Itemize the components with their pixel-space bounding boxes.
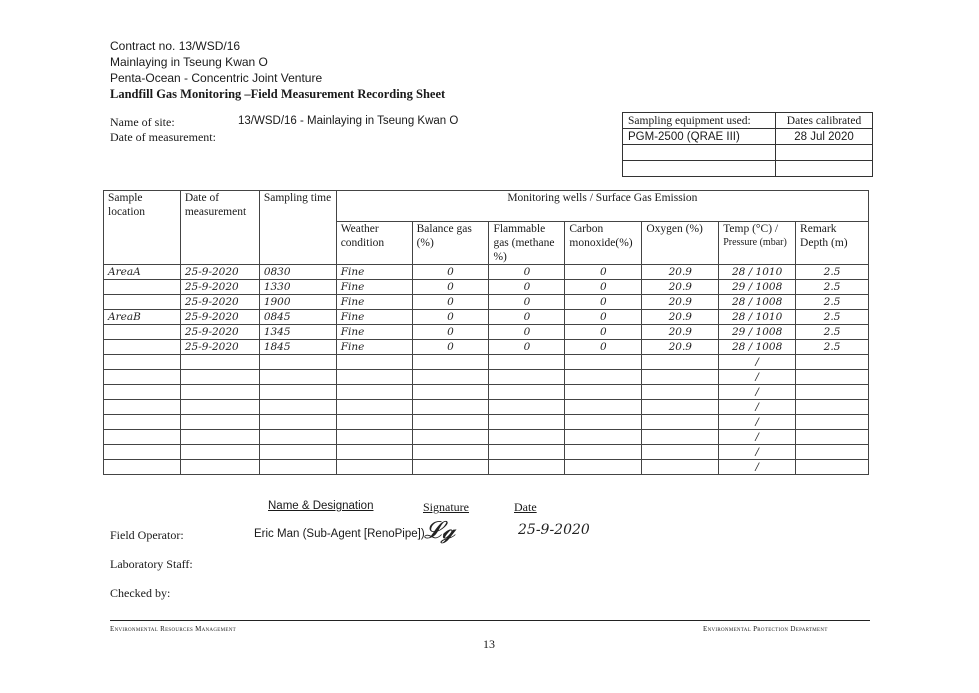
- cell-date: [180, 430, 259, 445]
- field-operator-name: Eric Man (Sub-Agent [RenoPipe]): [254, 528, 425, 540]
- table-row: [104, 415, 869, 430]
- cell-depth: [796, 355, 869, 370]
- header-balance-gas: Balance gas (%): [412, 222, 489, 265]
- cell-temp-pressure: /: [719, 355, 796, 370]
- name-designation-heading: Name & Designation: [268, 500, 374, 512]
- footer-divider: [110, 620, 870, 621]
- measurement-rows: [104, 265, 869, 475]
- cell-date: 25-9-2020: [180, 325, 259, 340]
- project-name: Mainlaying in Tseung Kwan O: [110, 55, 268, 69]
- contract-number: Contract no. 13/WSD/16: [110, 39, 241, 53]
- cell-balance-gas: [412, 370, 489, 385]
- header-pressure: Pressure (mbar): [723, 237, 787, 248]
- cell-carbon-monoxide: 0: [565, 295, 642, 310]
- cell-temp-pressure: 28 / 1010: [719, 310, 796, 325]
- site-name-value: 13/WSD/16 - Mainlaying in Tseung Kwan O: [238, 115, 459, 127]
- cell-depth: [796, 370, 869, 385]
- cell-carbon-monoxide: [565, 370, 642, 385]
- cell-location: [104, 355, 181, 370]
- cell-time: 1345: [259, 325, 336, 340]
- laboratory-staff-label: Laboratory Staff:: [110, 557, 193, 571]
- cell-balance-gas: 0: [412, 265, 489, 280]
- cell-weather: [336, 385, 412, 400]
- header-date: Date of measurement: [180, 191, 259, 265]
- table-row: [104, 445, 869, 460]
- cell-location: [104, 295, 181, 310]
- date-heading: Date: [514, 500, 537, 514]
- field-operator-date: 25-9-2020: [518, 522, 590, 538]
- cell-time: 0845: [259, 310, 336, 325]
- cell-time: 1330: [259, 280, 336, 295]
- cell-carbon-monoxide: 0: [565, 280, 642, 295]
- cell-oxygen: [642, 400, 719, 415]
- table-row: [104, 340, 869, 355]
- cell-oxygen: [642, 415, 719, 430]
- cell-time: [259, 400, 336, 415]
- cell-time: [259, 430, 336, 445]
- header-temp-pressure: [719, 222, 796, 265]
- cell-time: [259, 415, 336, 430]
- cell-location: AreaB: [104, 310, 181, 325]
- cell-carbon-monoxide: [565, 430, 642, 445]
- cell-balance-gas: [412, 460, 489, 475]
- cell-carbon-monoxide: [565, 415, 642, 430]
- table-row: [104, 265, 869, 280]
- field-operator-label: Field Operator:: [110, 528, 184, 542]
- cell-flammable-gas: [489, 400, 565, 415]
- cell-carbon-monoxide: [565, 400, 642, 415]
- document-header: [110, 38, 445, 102]
- cell-date: 25-9-2020: [180, 340, 259, 355]
- cell-depth: [796, 460, 869, 475]
- cell-date: [180, 400, 259, 415]
- cell-balance-gas: 0: [412, 340, 489, 355]
- cell-weather: Fine: [336, 340, 412, 355]
- cell-location: [104, 445, 181, 460]
- table-row: [104, 385, 869, 400]
- cell-date: 25-9-2020: [180, 310, 259, 325]
- cell-temp-pressure: /: [719, 445, 796, 460]
- cell-depth: 2.5: [796, 295, 869, 310]
- table-row: [104, 400, 869, 415]
- cell-location: [104, 415, 181, 430]
- equipment-header: Sampling equipment used:: [623, 113, 776, 129]
- cell-oxygen: [642, 385, 719, 400]
- cell-location: [104, 340, 181, 355]
- cell-depth: [796, 415, 869, 430]
- cell-oxygen: [642, 370, 719, 385]
- cell-weather: [336, 430, 412, 445]
- header-flammable-gas: Flammable gas (methane %): [489, 222, 565, 265]
- cell-oxygen: 20.9: [642, 340, 719, 355]
- cell-date: [180, 385, 259, 400]
- cell-weather: Fine: [336, 280, 412, 295]
- header-oxygen: Oxygen (%): [642, 222, 719, 265]
- cell-time: [259, 385, 336, 400]
- cell-flammable-gas: 0: [489, 325, 565, 340]
- cell-depth: 2.5: [796, 340, 869, 355]
- cell-flammable-gas: [489, 370, 565, 385]
- cell-time: [259, 355, 336, 370]
- cell-flammable-gas: [489, 385, 565, 400]
- cell-weather: [336, 415, 412, 430]
- cell-depth: 2.5: [796, 325, 869, 340]
- cell-depth: [796, 385, 869, 400]
- equipment-table: [622, 112, 873, 177]
- cell-time: [259, 460, 336, 475]
- cell-flammable-gas: [489, 415, 565, 430]
- equipment-cell: [623, 161, 776, 177]
- cell-location: [104, 400, 181, 415]
- cell-depth: 2.5: [796, 310, 869, 325]
- cell-weather: Fine: [336, 265, 412, 280]
- cell-date: 25-9-2020: [180, 265, 259, 280]
- cell-flammable-gas: 0: [489, 265, 565, 280]
- cell-date: 25-9-2020: [180, 280, 259, 295]
- cell-temp-pressure: /: [719, 385, 796, 400]
- signature-heading: Signature: [423, 500, 469, 514]
- cell-depth: [796, 400, 869, 415]
- cell-flammable-gas: [489, 460, 565, 475]
- cell-temp-pressure: /: [719, 460, 796, 475]
- measurement-date-label: Date of measurement:: [110, 130, 216, 144]
- calibration-cell: 28 Jul 2020: [776, 129, 873, 145]
- cell-location: [104, 460, 181, 475]
- cell-location: [104, 280, 181, 295]
- cell-date: [180, 445, 259, 460]
- header-remark: Remark Depth (m): [796, 222, 869, 265]
- cell-carbon-monoxide: [565, 385, 642, 400]
- table-row: [104, 430, 869, 445]
- cell-temp-pressure: /: [719, 370, 796, 385]
- cell-oxygen: [642, 355, 719, 370]
- header-time: Sampling time: [259, 191, 336, 265]
- cell-oxygen: 20.9: [642, 295, 719, 310]
- cell-date: [180, 370, 259, 385]
- header-location: Sample location: [104, 191, 181, 265]
- table-row: [104, 355, 869, 370]
- site-name-label: Name of site:: [110, 115, 175, 129]
- equipment-cell: PGM-2500 (QRAE III): [623, 129, 776, 145]
- checked-by-label: Checked by:: [110, 586, 171, 600]
- cell-depth: [796, 430, 869, 445]
- cell-balance-gas: 0: [412, 280, 489, 295]
- cell-carbon-monoxide: [565, 460, 642, 475]
- cell-weather: Fine: [336, 310, 412, 325]
- cell-oxygen: 20.9: [642, 280, 719, 295]
- table-row: [104, 295, 869, 310]
- measurement-table: [103, 190, 869, 475]
- cell-carbon-monoxide: [565, 445, 642, 460]
- cell-flammable-gas: 0: [489, 280, 565, 295]
- cell-balance-gas: 0: [412, 310, 489, 325]
- calibration-cell: [776, 145, 873, 161]
- cell-balance-gas: [412, 355, 489, 370]
- cell-flammable-gas: [489, 430, 565, 445]
- footer-left-text: Environmental Resources Management: [110, 625, 236, 633]
- contractor-name: Penta-Ocean - Concentric Joint Venture: [110, 71, 323, 85]
- cell-temp-pressure: 28 / 1010: [719, 265, 796, 280]
- cell-oxygen: 20.9: [642, 325, 719, 340]
- cell-balance-gas: [412, 400, 489, 415]
- cell-carbon-monoxide: [565, 355, 642, 370]
- page-number: 13: [483, 637, 495, 651]
- header-carbon-monoxide: Carbon monoxide(%): [565, 222, 642, 265]
- header-temp: Temp (°C) /: [723, 223, 779, 235]
- calibration-header: Dates calibrated: [776, 113, 873, 129]
- cell-weather: [336, 370, 412, 385]
- cell-date: [180, 355, 259, 370]
- footer-right-text: Environmental Protection Department: [703, 625, 828, 633]
- cell-balance-gas: [412, 385, 489, 400]
- cell-balance-gas: [412, 430, 489, 445]
- calibration-cell: [776, 161, 873, 177]
- cell-weather: [336, 400, 412, 415]
- header-weather: Weather condition: [336, 222, 412, 265]
- cell-carbon-monoxide: 0: [565, 325, 642, 340]
- cell-flammable-gas: [489, 445, 565, 460]
- field-operator-signature: 𝓛𝓰: [424, 516, 456, 544]
- cell-weather: Fine: [336, 325, 412, 340]
- cell-date: 25-9-2020: [180, 295, 259, 310]
- cell-flammable-gas: 0: [489, 310, 565, 325]
- cell-location: [104, 370, 181, 385]
- header-monitoring-group: Monitoring wells / Surface Gas Emission: [336, 191, 868, 222]
- cell-temp-pressure: 28 / 1008: [719, 295, 796, 310]
- cell-weather: Fine: [336, 295, 412, 310]
- cell-temp-pressure: 28 / 1008: [719, 340, 796, 355]
- cell-flammable-gas: [489, 355, 565, 370]
- table-row: [104, 370, 869, 385]
- cell-carbon-monoxide: 0: [565, 310, 642, 325]
- cell-oxygen: [642, 445, 719, 460]
- cell-flammable-gas: 0: [489, 340, 565, 355]
- table-row: [104, 460, 869, 475]
- cell-balance-gas: [412, 415, 489, 430]
- cell-balance-gas: 0: [412, 325, 489, 340]
- cell-time: 1845: [259, 340, 336, 355]
- cell-weather: [336, 460, 412, 475]
- cell-depth: [796, 445, 869, 460]
- cell-location: [104, 385, 181, 400]
- cell-time: 0830: [259, 265, 336, 280]
- cell-oxygen: [642, 430, 719, 445]
- cell-weather: [336, 445, 412, 460]
- cell-carbon-monoxide: 0: [565, 265, 642, 280]
- sheet-title: Landfill Gas Monitoring –Field Measurement Recording Sheet: [110, 87, 446, 101]
- cell-date: [180, 460, 259, 475]
- cell-temp-pressure: /: [719, 430, 796, 445]
- cell-time: [259, 370, 336, 385]
- cell-time: 1900: [259, 295, 336, 310]
- cell-location: [104, 430, 181, 445]
- cell-location: [104, 325, 181, 340]
- cell-time: [259, 445, 336, 460]
- cell-temp-pressure: 29 / 1008: [719, 280, 796, 295]
- cell-carbon-monoxide: 0: [565, 340, 642, 355]
- cell-oxygen: 20.9: [642, 310, 719, 325]
- cell-depth: 2.5: [796, 280, 869, 295]
- cell-oxygen: 20.9: [642, 265, 719, 280]
- cell-balance-gas: 0: [412, 295, 489, 310]
- equipment-cell: [623, 145, 776, 161]
- cell-flammable-gas: 0: [489, 295, 565, 310]
- table-row: [104, 325, 869, 340]
- cell-oxygen: [642, 460, 719, 475]
- cell-depth: 2.5: [796, 265, 869, 280]
- cell-temp-pressure: /: [719, 415, 796, 430]
- cell-balance-gas: [412, 445, 489, 460]
- cell-temp-pressure: /: [719, 400, 796, 415]
- cell-weather: [336, 355, 412, 370]
- cell-date: [180, 415, 259, 430]
- table-row: [104, 280, 869, 295]
- table-row: [104, 310, 869, 325]
- cell-location: AreaA: [104, 265, 181, 280]
- cell-temp-pressure: 29 / 1008: [719, 325, 796, 340]
- site-info: [110, 115, 216, 145]
